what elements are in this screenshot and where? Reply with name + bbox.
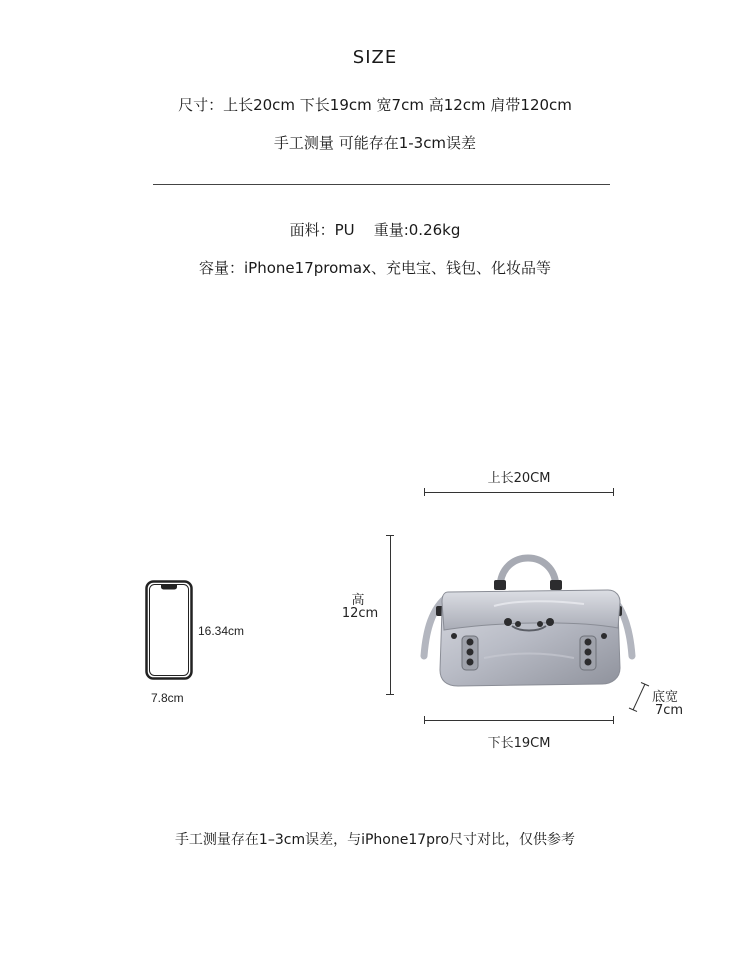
footer-note: 手工测量存在1–3cm误差，与iPhone17pro尺寸对比，仅供参考 (174, 832, 576, 848)
phone-width-label: 7.8cm (151, 691, 184, 705)
handbag-icon (414, 540, 644, 690)
dimensions-text: 尺寸：上长20cm 下长19cm 宽7cm 高12cm 肩带120cm (178, 96, 572, 114)
height-label-value: 12cm (341, 606, 379, 621)
height-line (390, 535, 391, 695)
measure-note: 手工测量 可能存在1-3cm误差 (273, 134, 477, 152)
bottom-length-label: 下长19CM (487, 736, 551, 751)
phone-outline-icon (145, 580, 193, 680)
phone-illustration (145, 580, 193, 680)
depth-label-top: 底宽 (652, 690, 679, 705)
capacity-text: 容量：iPhone17promax、充电宝、钱包、化妆品等 (199, 259, 551, 277)
phone-height-label: 16.34cm (198, 624, 245, 638)
bottom-length-cap-left (424, 716, 425, 724)
top-length-cap-left (424, 488, 425, 496)
top-length-label: 上长20CM (487, 471, 551, 486)
material-weight-text: 面料：PU 重量:0.26kg (289, 221, 461, 239)
height-cap-bottom (386, 694, 394, 695)
page-title: SIZE (352, 47, 398, 68)
height-label-top: 高 (351, 593, 365, 608)
bottom-length-cap-right (613, 716, 614, 724)
bottom-length-line (424, 720, 614, 721)
top-length-line (424, 492, 614, 493)
height-cap-top (386, 535, 394, 536)
bag-illustration (414, 540, 644, 690)
top-length-cap-right (613, 488, 614, 496)
depth-label-value: 7cm (655, 703, 684, 718)
divider (153, 184, 610, 185)
